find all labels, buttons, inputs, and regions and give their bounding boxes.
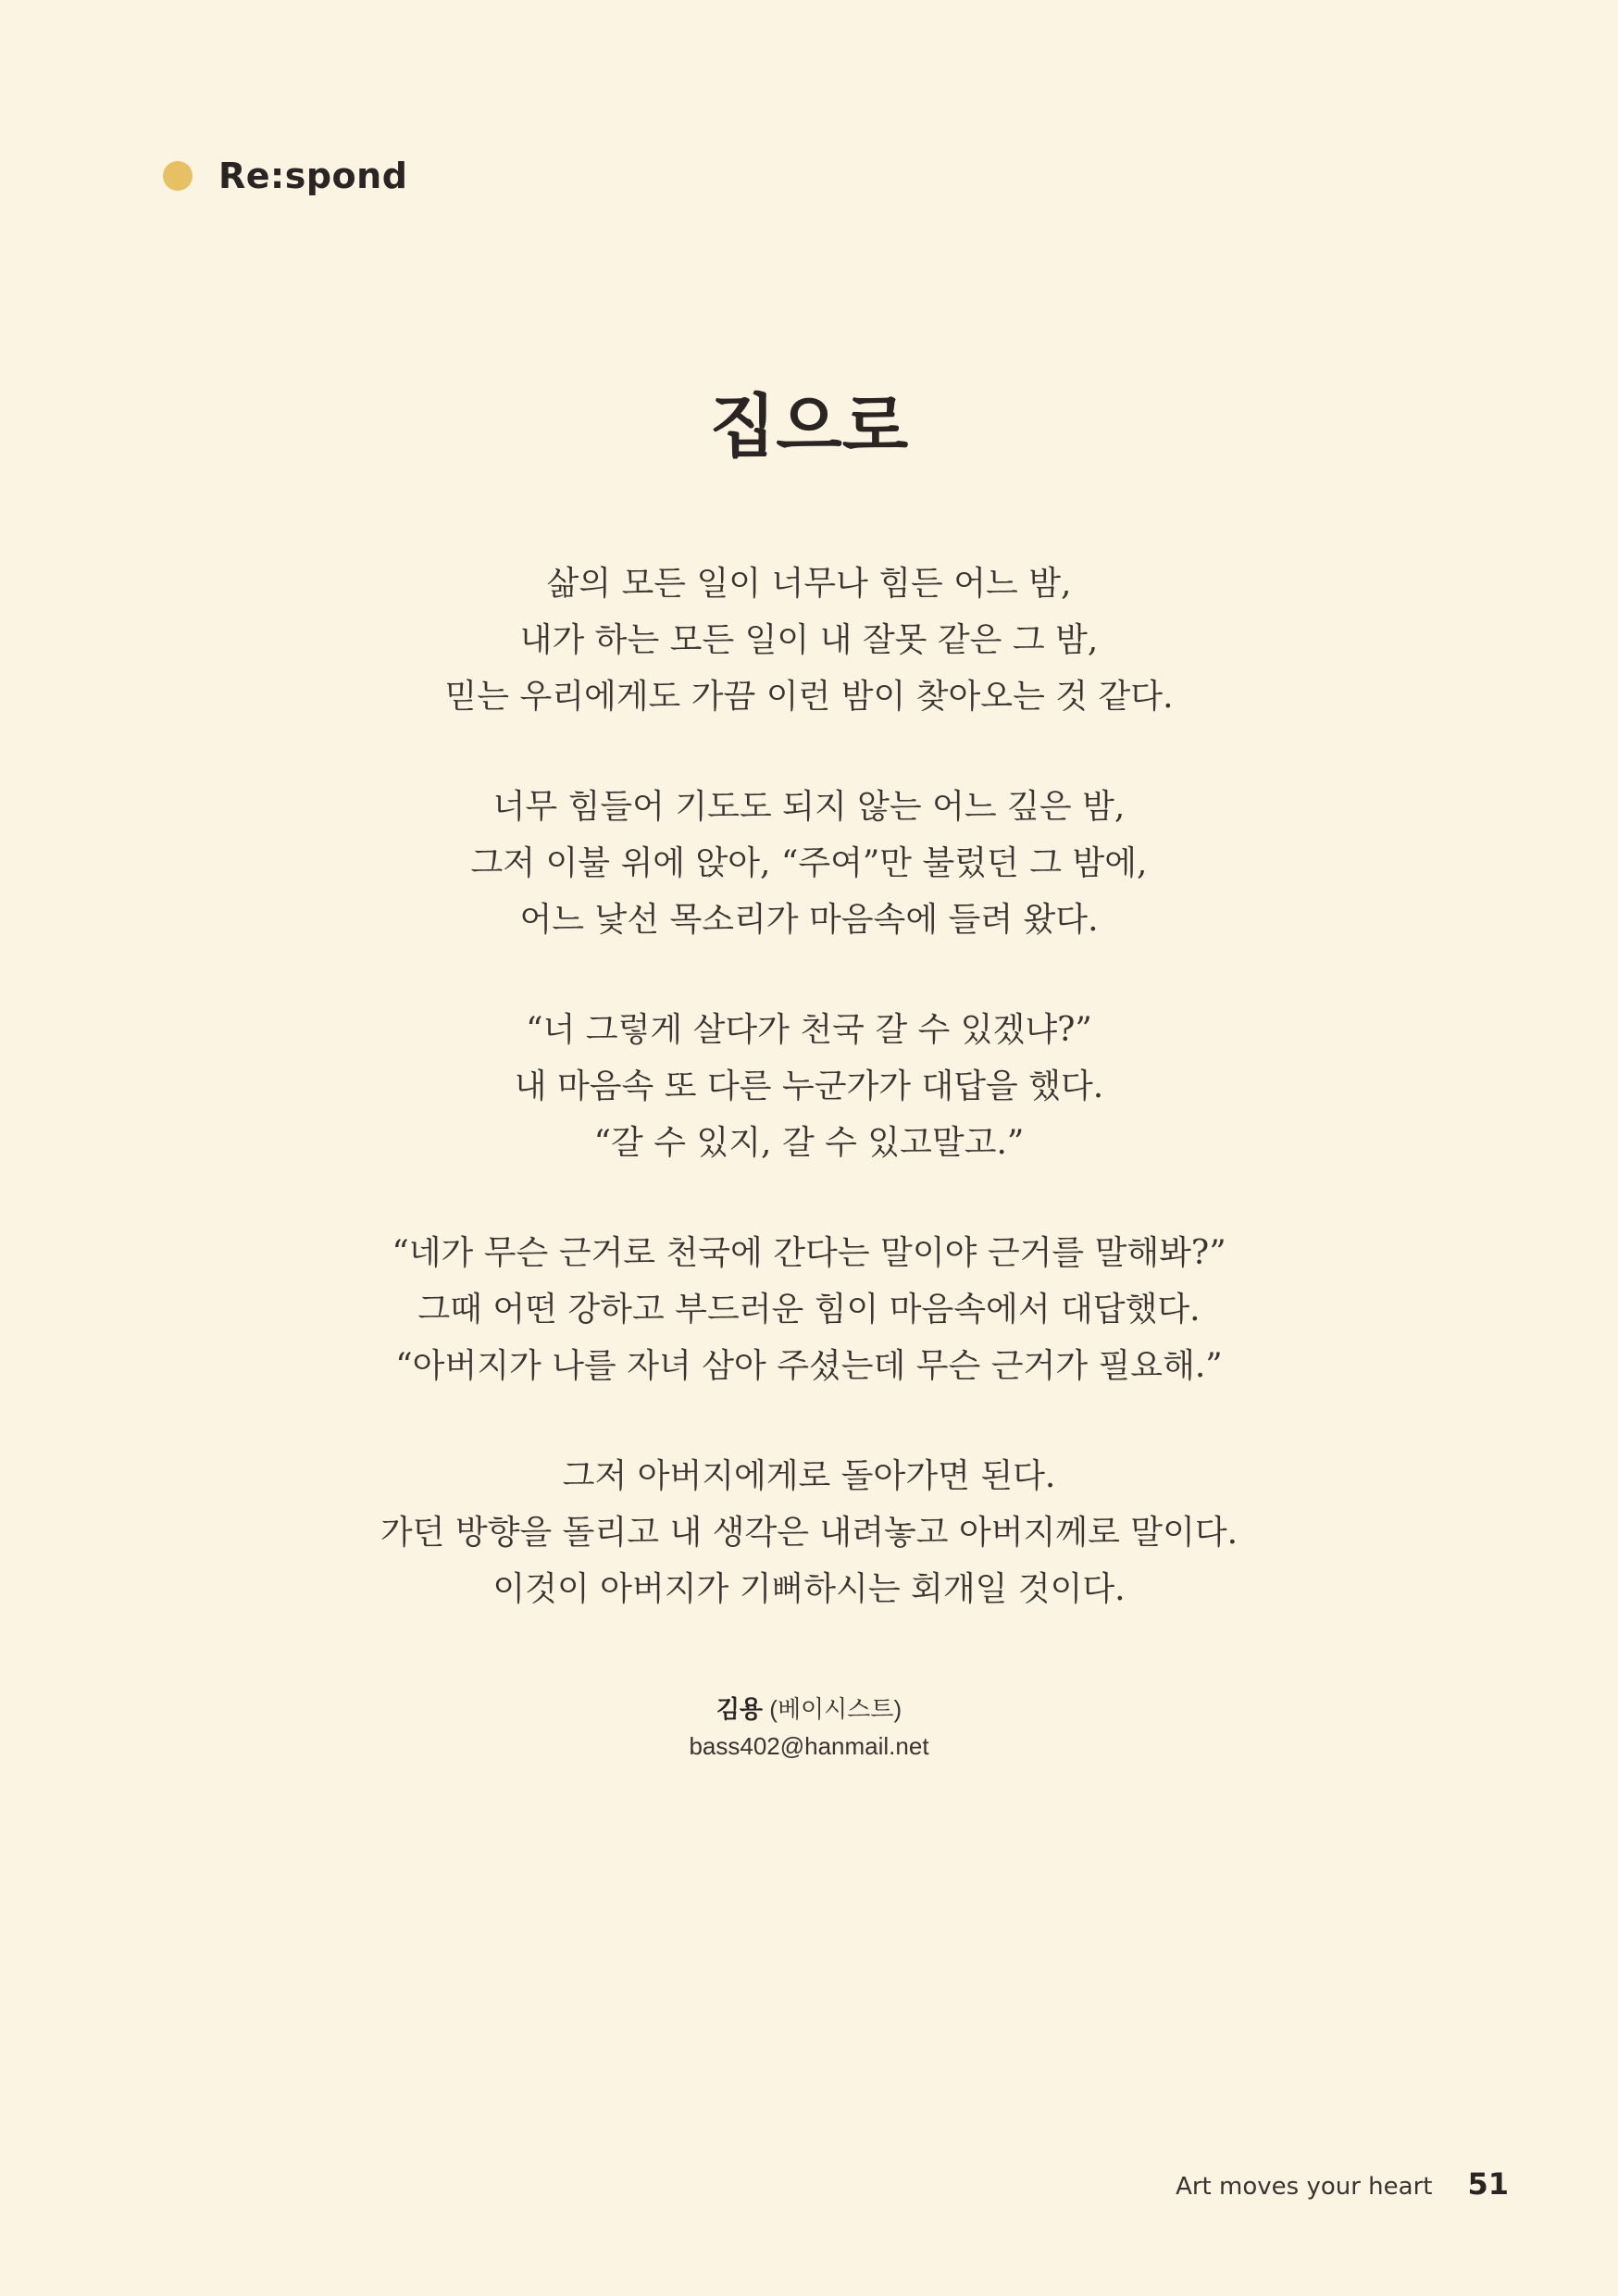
poem-line: 이것이 아버지가 기뻐하시는 회개일 것이다. bbox=[492, 1570, 1126, 1608]
poem-line: 그저 아버지에게로 돌아가면 된다. bbox=[562, 1457, 1056, 1495]
author-block bbox=[0, 1691, 1618, 1765]
footer-tagline: Art moves your heart bbox=[1176, 2173, 1433, 2201]
section-bullet-icon bbox=[163, 161, 193, 191]
poem-line: 그때 어떤 강하고 부드러운 힘이 마음속에서 대답했다. bbox=[417, 1291, 1201, 1329]
poem-line: “너 그렇게 살다가 천국 갈 수 있겠냐?” bbox=[526, 1011, 1092, 1049]
poem-title: 집으로 bbox=[709, 387, 909, 467]
section-label: Re:spond bbox=[218, 156, 408, 196]
poem-line: 내가 하는 모든 일이 내 잘못 같은 그 밤, bbox=[519, 621, 1099, 659]
poem-line: 내 마음속 또 다른 누군가가 대답을 했다. bbox=[514, 1067, 1104, 1105]
author-name: 김용 bbox=[716, 1695, 764, 1723]
author-email: bass402@hanmail.net bbox=[689, 1732, 929, 1760]
stanza bbox=[0, 555, 1618, 725]
author-line bbox=[0, 1691, 1618, 1728]
stanza bbox=[0, 1448, 1618, 1617]
poem-line: 가던 방향을 돌리고 내 생각은 내려놓고 아버지께로 말이다. bbox=[380, 1514, 1238, 1552]
page-footer bbox=[1176, 2166, 1509, 2202]
poem-line: 삶의 모든 일이 너무나 힘든 어느 밤, bbox=[546, 565, 1072, 603]
page-number: 51 bbox=[1467, 2166, 1509, 2202]
poem-line: 너무 힘들어 기도도 되지 않는 어느 깊은 밤, bbox=[492, 788, 1126, 826]
poem-line: “아버지가 나를 자녀 삼아 주셨는데 무슨 근거가 필요해.” bbox=[395, 1347, 1223, 1385]
section-header bbox=[163, 156, 407, 196]
stanza bbox=[0, 779, 1618, 948]
poem-line: 어느 낯선 목소리가 마음속에 들려 왔다. bbox=[519, 901, 1099, 939]
stanza bbox=[0, 1002, 1618, 1171]
poem-line: “네가 무슨 근거로 천국에 간다는 말이야 근거를 말해봐?” bbox=[392, 1234, 1226, 1272]
poem-line: “갈 수 있지, 갈 수 있고말고.” bbox=[593, 1124, 1025, 1162]
poem-body bbox=[0, 555, 1618, 1671]
author-role: (베이시스트) bbox=[769, 1695, 902, 1723]
poem-line: 그저 이불 위에 앉아, “주여”만 불렀던 그 밤에, bbox=[470, 844, 1148, 882]
stanza bbox=[0, 1225, 1618, 1394]
poem-line: 믿는 우리에게도 가끔 이런 밤이 찾아오는 것 같다. bbox=[444, 678, 1174, 716]
